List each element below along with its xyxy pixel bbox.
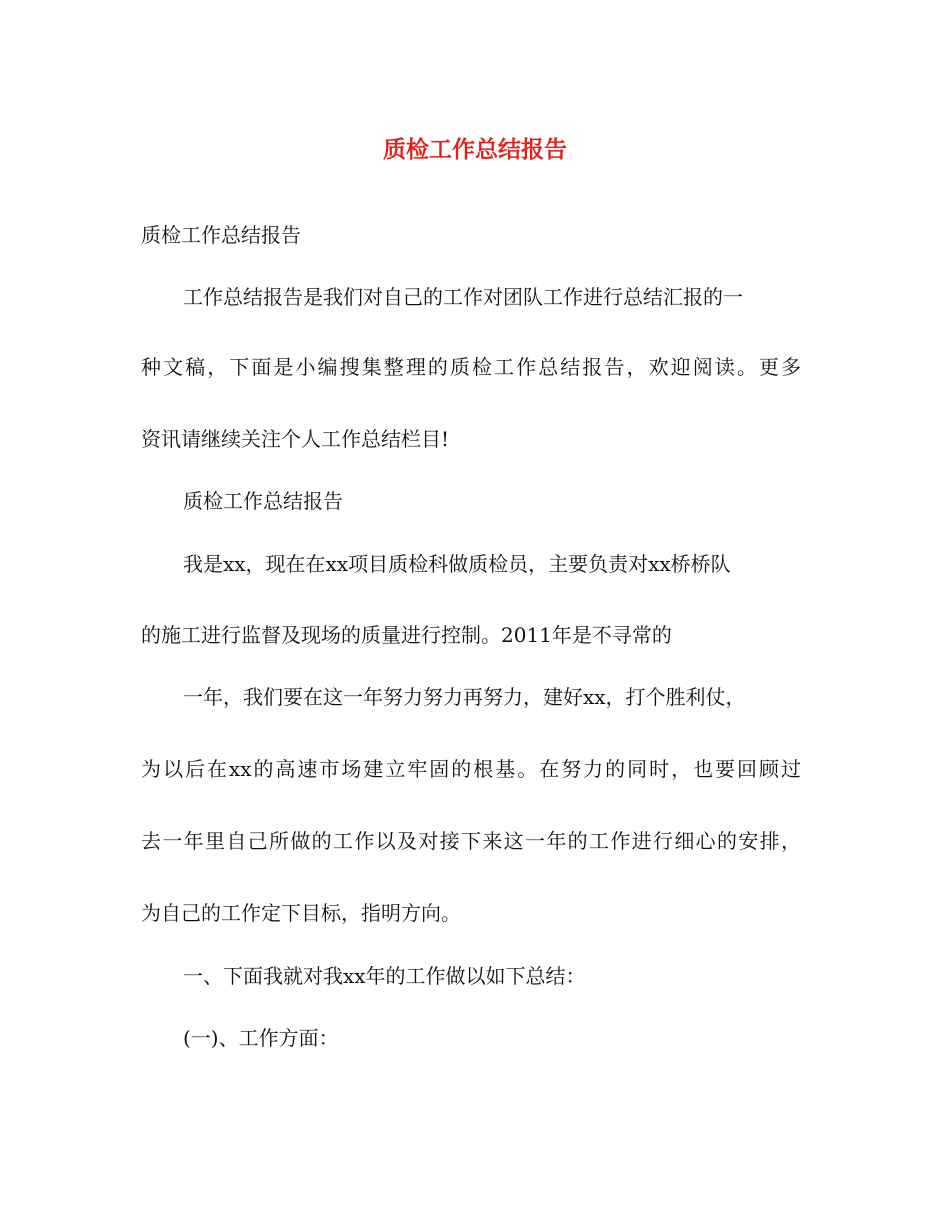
paragraph-line: 种文稿，下面是小编搜集整理的质检工作总结报告，欢迎阅读。更多 — [141, 355, 801, 379]
paragraph-line: 为以后在xx的高速市场建立牢固的根基。在努力的同时，也要回顾过 — [141, 757, 801, 781]
document-title: 质检工作总结报告 — [383, 136, 567, 163]
paragraph-line: 工作总结报告是我们对自己的工作对团队工作进行总结汇报的一 — [183, 285, 743, 309]
paragraph-line: 我是xx，现在在xx项目质检科做质检员，主要负责对xx桥桥队 — [183, 552, 731, 576]
paragraph-line: 资讯请继续关注个人工作总结栏目! — [141, 427, 450, 451]
paragraph-line: 去一年里自己所做的工作以及对接下来这一年的工作进行细心的安排， — [141, 829, 801, 853]
paragraph-line: 的施工进行监督及现场的质量进行控制。2011年是不寻常的 — [141, 623, 672, 647]
paragraph-line: 为自己的工作定下目标，指明方向。 — [141, 901, 461, 925]
section-heading-line: 质检工作总结报告 — [183, 489, 343, 513]
subtitle-line: 质检工作总结报告 — [141, 223, 301, 247]
paragraph-line: 一年，我们要在这一年努力努力再努力，建好xx，打个胜利仗， — [183, 685, 746, 709]
numbered-heading-line: 一、下面我就对我xx年的工作做以如下总结： — [183, 964, 586, 988]
subheading-line: (一)、工作方面： — [183, 1026, 339, 1050]
